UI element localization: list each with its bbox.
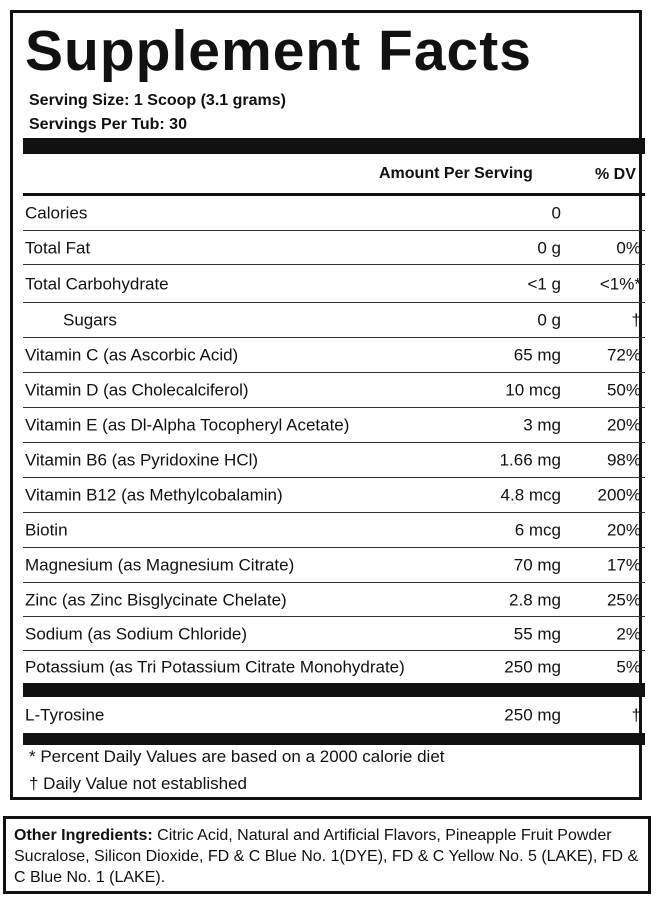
nutrient-name: L-Tyrosine	[25, 705, 105, 725]
nutrient-name: Magnesium (as Magnesium Citrate)	[25, 555, 295, 575]
thick-divider	[23, 733, 645, 745]
nutrient-dv: 20%	[606, 520, 641, 540]
amount-per-serving-header: Amount Per Serving	[379, 165, 533, 182]
nutrient-dv: 5%	[616, 657, 641, 677]
nutrient-amount: 1.66 mg	[499, 450, 561, 470]
blend-row	[23, 697, 645, 733]
other-ingredients-box	[3, 816, 651, 894]
nutrient-amount: 250 mg	[504, 705, 561, 725]
nutrient-dv: <1%*	[599, 274, 641, 293]
serving-size: Serving Size: 1 Scoop (3.1 grams)	[29, 92, 286, 109]
nutrient-dv: 98%	[606, 450, 641, 470]
nutrient-row	[23, 548, 645, 583]
nutrient-amount: <1 g	[527, 274, 561, 293]
other-ingredients-label: Other Ingredients:	[14, 827, 153, 844]
nutrient-amount: 3 mg	[523, 415, 561, 435]
nutrient-amount: 2.8 mg	[509, 590, 561, 609]
nutrient-row	[23, 478, 645, 513]
nutrient-row	[23, 408, 645, 443]
nutrient-amount: 0 g	[537, 310, 561, 330]
nutrient-dv: 2%	[616, 624, 641, 643]
nutrient-name: Total Fat	[25, 238, 91, 257]
nutrient-row	[23, 513, 645, 548]
nutrient-dv: 0%	[616, 238, 641, 257]
nutrient-row	[23, 196, 645, 231]
nutrient-name: Vitamin B6 (as Pyridoxine HCl)	[25, 450, 259, 470]
nutrient-row	[23, 338, 645, 373]
nutrient-name: Vitamin C (as Ascorbic Acid)	[25, 345, 239, 365]
nutrient-name: Biotin	[25, 520, 68, 540]
nutrient-row	[23, 303, 645, 338]
nutrient-amount: 4.8 mcg	[500, 485, 561, 505]
nutrient-dv: †	[631, 705, 641, 725]
nutrient-row	[23, 583, 645, 617]
nutrient-dv: 17%	[606, 555, 641, 575]
nutrient-name: Vitamin B12 (as Methylcobalamin)	[25, 485, 283, 505]
nutrient-amount: 10 mcg	[505, 380, 561, 400]
nutrient-row	[23, 651, 645, 683]
nutrient-name: Total Carbohydrate	[25, 274, 169, 293]
nutrient-amount: 250 mg	[504, 657, 561, 677]
nutrient-name: Sugars	[63, 310, 117, 330]
thick-divider	[23, 683, 645, 697]
percent-dv-footnote: * Percent Daily Values are based on a 2000 calorie diet	[29, 747, 445, 766]
nutrient-amount: 0 g	[537, 238, 561, 257]
nutrient-row	[23, 617, 645, 651]
daily-value-header: % DV	[595, 166, 636, 183]
nutrient-row	[23, 443, 645, 478]
nutrient-name: Zinc (as Zinc Bisglycinate Chelate)	[25, 590, 287, 609]
supplement-facts-panel	[10, 10, 642, 800]
panel-title: Supplement Facts	[25, 19, 532, 83]
servings-per-container: Servings Per Tub: 30	[29, 116, 187, 133]
nutrient-row	[23, 231, 645, 265]
nutrient-dv: 200%	[597, 485, 641, 505]
nutrient-dv: 20%	[606, 415, 641, 435]
nutrient-name: Vitamin E (as Dl-Alpha Tocopheryl Acetate)	[25, 415, 350, 435]
nutrient-dv: 50%	[606, 380, 641, 400]
thick-divider	[23, 138, 645, 154]
nutrient-name: Sodium (as Sodium Chloride)	[25, 624, 248, 643]
nutrient-name: Calories	[25, 203, 88, 223]
other-ingredients-list: Citric Acid, Natural and Artificial Flavors, Pineapple Fruit Powder Sucralose, Silicon Dioxide, FD & C Blue No. 1(DYE), FD & C Yellow No. 5 (LAKE), FD & C Blue No. 1 (LAKE).	[14, 827, 639, 886]
nutrient-dv: 25%	[606, 590, 641, 609]
nutrient-dv: †	[631, 310, 641, 330]
nutrient-row	[23, 373, 645, 408]
nutrient-name: Vitamin D (as Cholecalciferol)	[25, 380, 249, 400]
nutrient-amount: 6 mcg	[514, 520, 561, 540]
nutrient-name: Potassium (as Tri Potassium Citrate Monohydrate)	[25, 657, 405, 677]
dagger-footnote: † Daily Value not established	[29, 774, 247, 793]
other-ingredients-text	[14, 825, 642, 888]
nutrient-amount: 70 mg	[513, 555, 561, 575]
nutrient-amount: 65 mg	[513, 345, 561, 365]
nutrient-amount: 55 mg	[513, 624, 561, 643]
nutrient-row	[23, 265, 645, 303]
nutrient-amount: 0	[551, 203, 561, 223]
nutrient-dv: 72%	[606, 345, 641, 365]
